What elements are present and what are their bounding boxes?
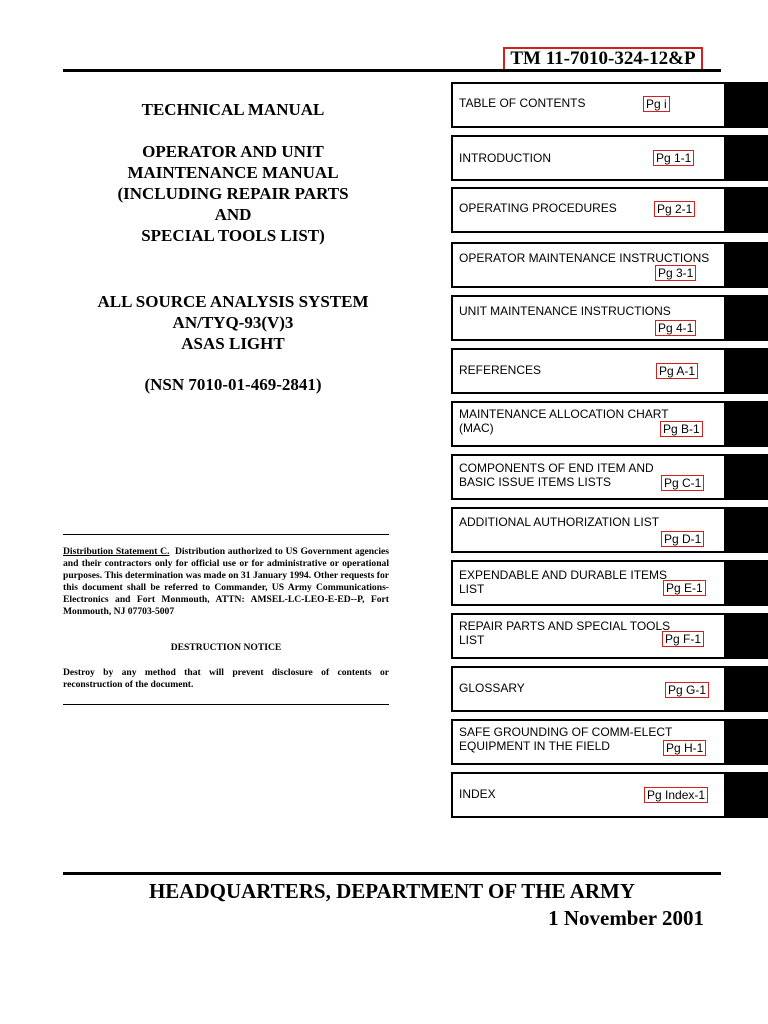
toc-link[interactable] xyxy=(451,507,768,553)
toc-link-label: ADDITIONAL AUTHORIZATION LIST xyxy=(459,515,660,529)
manual-name-heading: OPERATOR AND UNIT MAINTENANCE MANUAL (INCLUDING REPAIR PARTS AND SPECIAL TOOLS LIST) xyxy=(117,142,349,245)
toc-link[interactable] xyxy=(451,295,768,341)
distribution-bottom-rule xyxy=(63,704,389,705)
toc-page-link[interactable]: Pg B-1 xyxy=(660,421,703,437)
toc-link[interactable] xyxy=(451,401,768,447)
toc-link[interactable] xyxy=(451,82,768,128)
toc-link-label: UNIT MAINTENANCE INSTRUCTIONS xyxy=(459,304,671,318)
toc-page-link[interactable]: Pg 2-1 xyxy=(654,201,695,217)
toc-link-label: SAFE GROUNDING OF COMM-ELECT EQUIPMENT IN THE FIELD xyxy=(459,725,673,753)
toc-page-link[interactable]: Pg 4-1 xyxy=(655,320,696,336)
toc-link[interactable] xyxy=(451,454,768,500)
manual-type-heading: TECHNICAL MANUAL xyxy=(141,100,325,119)
toc-page-link[interactable]: Pg A-1 xyxy=(656,363,698,379)
toc-page-link[interactable]: Pg G-1 xyxy=(665,682,709,698)
toc-page-link[interactable]: Pg E-1 xyxy=(663,580,706,596)
section-tab-marker xyxy=(724,187,768,233)
section-tab-marker xyxy=(724,507,768,553)
bottom-rule xyxy=(63,872,721,875)
toc-page-link[interactable]: Pg 1-1 xyxy=(653,150,694,166)
distribution-top-rule xyxy=(63,534,389,535)
section-tab-marker xyxy=(724,82,768,128)
headquarters-footer: HEADQUARTERS, DEPARTMENT OF THE ARMY xyxy=(148,879,636,903)
section-tab-marker xyxy=(724,295,768,341)
section-tab-marker xyxy=(724,348,768,394)
toc-link-label: GLOSSARY xyxy=(459,681,525,695)
toc-link-label: OPERATING PROCEDURES xyxy=(459,201,617,215)
tm-number: TM 11-7010-324-12&P xyxy=(503,47,703,71)
section-tab-marker xyxy=(724,772,768,818)
toc-link[interactable] xyxy=(451,187,768,233)
toc-page-link[interactable]: Pg D-1 xyxy=(661,531,704,547)
top-rule xyxy=(63,69,721,72)
section-tab-marker xyxy=(724,135,768,181)
toc-link-label: EXPENDABLE AND DURABLE ITEMS LIST xyxy=(459,568,668,596)
toc-page-link[interactable]: Pg 3-1 xyxy=(655,265,696,281)
toc-link-label: TABLE OF CONTENTS xyxy=(459,96,586,110)
toc-link-label: INTRODUCTION xyxy=(459,151,551,165)
distribution-statement-body: Distribution authorized to US Government agencies and their contractors only for official use or for administrative or operational purposes. This determination was made on 31 January 1994. Other requests for this document shall be referred to Commander, US Army Communications-Electronics and Fort Monmouth, ATTN: AMSEL-LC-LEO-E-ED--P, Fort Monmouth, NJ 07703-5007 xyxy=(63,546,389,618)
toc-page-link[interactable]: Pg C-1 xyxy=(661,475,704,491)
toc-link[interactable] xyxy=(451,348,768,394)
toc-link[interactable] xyxy=(451,613,768,659)
destruction-notice-body: Destroy by any method that will prevent disclosure of contents or reconstruction of the document. xyxy=(63,667,389,691)
distribution-statement-lead: Distribution Statement C. xyxy=(63,546,170,557)
toc-link[interactable] xyxy=(451,666,768,712)
section-tab-marker xyxy=(724,454,768,500)
toc-link-label: REFERENCES xyxy=(459,363,542,377)
toc-link[interactable] xyxy=(451,242,768,288)
toc-link[interactable] xyxy=(451,772,768,818)
toc-link-label: COMPONENTS OF END ITEM AND BASIC ISSUE ITEMS LISTS xyxy=(459,461,654,489)
section-tab-marker xyxy=(724,719,768,765)
section-tab-marker xyxy=(724,242,768,288)
destruction-notice-title: DESTRUCTION NOTICE xyxy=(170,642,282,653)
nsn-heading: (NSN 7010-01-469-2841) xyxy=(144,375,322,394)
toc-link-label: MAINTENANCE ALLOCATION CHART (MAC) xyxy=(459,407,669,435)
toc-link[interactable] xyxy=(451,560,768,606)
publication-date: 1 November 2001 xyxy=(548,906,704,930)
toc-link-label: REPAIR PARTS AND SPECIAL TOOLS LIST xyxy=(459,619,671,647)
toc-link-label: INDEX xyxy=(459,787,496,801)
section-tab-marker xyxy=(724,613,768,659)
system-name-heading: ALL SOURCE ANALYSIS SYSTEM AN/TYQ-93(V)3 ASAS LIGHT xyxy=(97,292,369,353)
toc-page-link[interactable]: Pg F-1 xyxy=(662,631,704,647)
section-tab-marker xyxy=(724,666,768,712)
toc-page-link[interactable]: Pg H-1 xyxy=(663,740,706,756)
toc-page-link[interactable]: Pg Index-1 xyxy=(644,787,708,803)
section-tab-marker xyxy=(724,401,768,447)
toc-link-label: OPERATOR MAINTENANCE INSTRUCTIONS xyxy=(459,251,710,265)
toc-link[interactable] xyxy=(451,135,768,181)
toc-page-link[interactable]: Pg i xyxy=(643,96,670,112)
toc-link[interactable] xyxy=(451,719,768,765)
section-tab-marker xyxy=(724,560,768,606)
distribution-statement xyxy=(63,546,389,619)
